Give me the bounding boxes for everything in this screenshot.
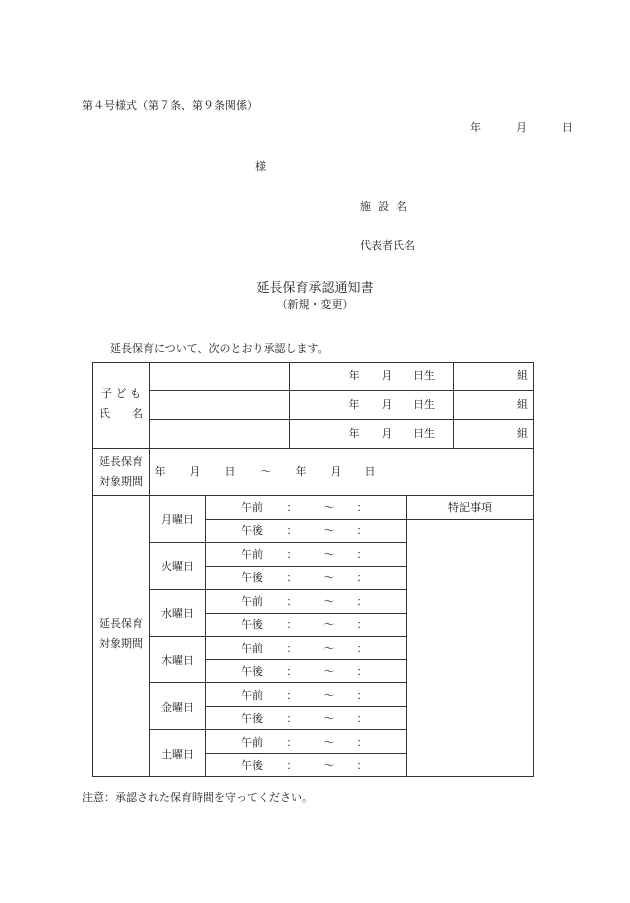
period-end-year: 年 — [295, 465, 307, 478]
time-tilde: ～ — [323, 735, 335, 749]
period-tilde: ～ — [260, 465, 272, 478]
weekday-label: 金曜日 — [161, 700, 194, 714]
time-tilde: ～ — [323, 618, 335, 632]
schedule-label-line1: 延長保育 — [99, 617, 143, 630]
time-colon-end: ： — [356, 594, 368, 608]
time-period-am: 午前 — [241, 735, 263, 749]
document-title: 延長保育承認通知書 — [256, 281, 374, 296]
form-number: 第４号様式（第７条、第９条関係） — [82, 99, 258, 112]
period-label-line2: 対象期間 — [99, 475, 143, 488]
period-start-year: 年 — [154, 465, 166, 478]
time-colon-end: ： — [356, 571, 368, 585]
child3-birth-year: 年 — [348, 427, 360, 440]
child3-birth-day: 日生 — [413, 427, 435, 440]
time-colon-start: ： — [286, 735, 298, 749]
time-period-am: 午前 — [241, 500, 263, 514]
time-colon-end: ： — [356, 665, 368, 679]
time-colon-start: ： — [286, 571, 298, 585]
time-colon-start: ： — [286, 524, 298, 538]
child1-class: 組 — [517, 369, 528, 382]
document-subtitle: （新規・変更） — [276, 298, 354, 311]
time-colon-end: ： — [356, 735, 368, 749]
child2-class: 組 — [517, 398, 528, 411]
period-start-month: 月 — [189, 465, 201, 478]
time-tilde: ～ — [323, 547, 335, 561]
time-tilde: ～ — [323, 665, 335, 679]
time-tilde: ～ — [323, 524, 335, 538]
time-tilde: ～ — [323, 500, 335, 514]
time-period-pm: 午後 — [241, 712, 263, 726]
time-colon-end: ： — [356, 524, 368, 538]
child2-birth-day: 日生 — [413, 398, 435, 411]
period-end-month: 月 — [330, 465, 342, 478]
time-tilde: ～ — [323, 759, 335, 773]
time-colon-end: ： — [356, 618, 368, 632]
schedule-label-line2: 対象期間 — [99, 637, 143, 650]
time-period-am: 午前 — [241, 688, 263, 702]
time-colon-end: ： — [356, 500, 368, 514]
time-tilde: ～ — [323, 594, 335, 608]
issue-date-month: 月 — [516, 121, 527, 134]
approval-table — [92, 362, 534, 777]
weekday-label: 木曜日 — [161, 653, 194, 667]
special-notes-header: 特記事項 — [448, 500, 492, 514]
child2-birth-month: 月 — [381, 398, 393, 411]
child2-birth-year: 年 — [348, 398, 360, 411]
addressee-honorific: 様 — [255, 160, 266, 173]
issue-date — [470, 119, 573, 135]
time-tilde: ～ — [323, 712, 335, 726]
footer-note: 注意：承認された保育時間を守ってください。 — [82, 791, 313, 804]
period-end-day: 日 — [364, 465, 376, 478]
time-period-am: 午前 — [241, 641, 263, 655]
time-colon-start: ： — [286, 665, 298, 679]
time-colon-start: ： — [286, 594, 298, 608]
time-colon-end: ： — [356, 688, 368, 702]
child-label-line1: 子 ど も — [101, 387, 141, 400]
weekday-label: 火曜日 — [161, 559, 194, 573]
time-colon-end: ： — [356, 712, 368, 726]
period-start-day: 日 — [224, 465, 236, 478]
time-colon-start: ： — [286, 547, 298, 561]
time-colon-start: ： — [286, 712, 298, 726]
time-colon-start: ： — [286, 759, 298, 773]
weekday-label: 土曜日 — [161, 747, 194, 761]
time-colon-end: ： — [356, 641, 368, 655]
time-colon-end: ： — [356, 547, 368, 561]
facility-name-label: 施設名 — [360, 200, 414, 213]
time-period-pm: 午後 — [241, 524, 263, 538]
weekday-label: 水曜日 — [161, 606, 194, 620]
intro-text: 延長保育について、次のとおり承認します。 — [110, 342, 329, 355]
child1-birth-month: 月 — [381, 369, 393, 382]
time-period-am: 午前 — [241, 594, 263, 608]
time-period-am: 午前 — [241, 547, 263, 561]
time-colon-start: ： — [286, 618, 298, 632]
issue-date-day: 日 — [562, 121, 573, 134]
time-colon-start: ： — [286, 500, 298, 514]
time-period-pm: 午後 — [241, 665, 263, 679]
child1-birth-year: 年 — [348, 369, 360, 382]
time-colon-end: ： — [356, 759, 368, 773]
child3-class: 組 — [517, 427, 528, 440]
weekday-label: 月曜日 — [161, 512, 194, 526]
time-period-pm: 午後 — [241, 759, 263, 773]
time-period-pm: 午後 — [241, 571, 263, 585]
period-label-line1: 延長保育 — [99, 455, 143, 468]
child1-birth-day: 日生 — [413, 369, 435, 382]
time-tilde: ～ — [323, 571, 335, 585]
time-period-pm: 午後 — [241, 618, 263, 632]
child-label-line2: 氏 名 — [99, 407, 143, 420]
time-colon-start: ： — [286, 641, 298, 655]
time-tilde: ～ — [323, 641, 335, 655]
issue-date-year: 年 — [470, 121, 481, 134]
time-colon-start: ： — [286, 688, 298, 702]
child3-birth-month: 月 — [381, 427, 393, 440]
representative-name-label: 代表者氏名 — [360, 239, 415, 252]
time-tilde: ～ — [323, 688, 335, 702]
